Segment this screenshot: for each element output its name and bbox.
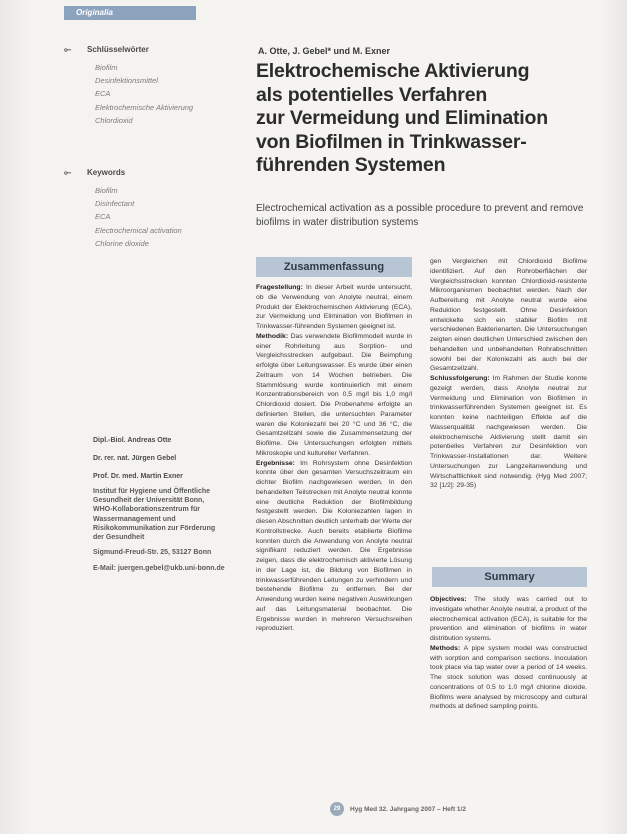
paragraph-body: Im Rahmen der Studie konnte gezeigt werden, dass Anolyte neutral zur Vermeidung und Elimination von Biofilmen in trinkwasserführenden Systemen geeignet ist. Es konnten keine nachteiligen Effekte auf die Wasserqualität nachgewiesen werden. Die elektrochemische Aktivierung stellt damit ein potentielles Verfahren zur Desinfektion von Trinkwasser-Installationen dar. Weitere Untersuchungen zur Langzeitanwendung und Wirtschaftlichkeit sind notwendig. (Hyg Med 2007; 32 [1/2]: 29-35) <box>430 375 587 490</box>
section-tag: Originalia <box>64 6 196 20</box>
arrow-icon: ⟜ <box>64 167 72 177</box>
journal-reference: Hyg Med 32. Jahrgang 2007 – Heft 1/2 <box>350 805 466 813</box>
institute-address: Institut für Hygiene und Öffentliche Gesundheit der Universität Bonn, WHO-Kollaborationszentrum für Wassermanagement und Risikokommunikation zur Förderung der Gesundheit <box>93 488 216 542</box>
keywords-block <box>64 167 224 250</box>
schluesselwoerter-heading <box>64 44 224 55</box>
keyword-item: ECA <box>95 89 111 99</box>
ergebnisse-paragraph <box>256 459 412 635</box>
summary-heading: Summary <box>432 567 587 587</box>
author-name: Prof. Dr. med. Martin Exner <box>93 473 183 480</box>
paragraph-label: Schlussfolgerung: <box>430 375 490 382</box>
title-line: Elektrochemische Aktivierung <box>256 60 530 82</box>
paragraph-body: In dieser Arbeit wurde untersucht, ob die Verwendung von Anolyte neutral, einem Produkt der Elektrochemischen Aktivierung (ECA), zur Vermeidung und Elimination von Biofilmen in Trinkwasser-führenden Systemen geeignet ist. <box>256 284 412 330</box>
page-footer <box>330 802 490 816</box>
title-line: von Biofilmen in Trinkwasser- <box>256 130 527 153</box>
fragestellung-paragraph <box>256 283 412 332</box>
paragraph-body: The study was carried out to investigate whether Anolyte neutral, a product of the electrochemical activation (ECA), is suitable for the prevention and elimination of biofilms in water distribution systems. <box>430 596 587 642</box>
methods-paragraph <box>430 644 587 712</box>
email-link[interactable]: E-Mail: juergen.gebel@ukb.uni-bonn.de <box>93 565 225 573</box>
street-address: Sigmund-Freud-Str. 25, 53127 Bonn <box>93 549 212 557</box>
page-number: 29 <box>330 802 344 816</box>
paragraph-body: Im Rohrsystem ohne Desinfektion konnte über den gesamten Versuchszeitraum ein dichter Biofilm nachgewiesen werden. In den behandelten Teilstrecken mit Anolyte neutral konnte eine deutliche Reduktion der Biofilmbildung festgestellt werden. Die Koloniezahlen lagen in diesen Abschnitten deutlich unterhalb der Werte der Kontrollstrecke. Auch bereits etablierte Biofilme konnten durch die Anwendung von Anolyte neutral signifikant reduziert werden. Die Ergebnisse zeigen, dass die elektrochemisch aktivierte Lösung in der Lage ist, die Bildung von Biofilmen in trinkwasserführenden Leitungen zu verhindern und bestehende Biofilme zu entfernen. Bei der Anwendung wurden keine negativen Auswirkungen auf das Leitungsmaterial beobachtet. Die Ergebnisse wurden in mehreren Versuchsreihen reproduziert. <box>256 459 412 633</box>
title-line: führenden Systemen <box>256 154 446 176</box>
paragraph-label: Ergebnisse: <box>256 459 295 467</box>
article-title <box>256 60 586 178</box>
keyword-item: Chlorine dioxide <box>95 238 149 248</box>
zusammenfassung-heading: Zusammenfassung <box>256 257 412 277</box>
paragraph-body: Das verwendete Biofilmmodell wurde in einer Rohrleitung aus Sorption- und Vergleichsstrecken aufgebaut. Die Beimpfung erfolgte über Leitungswasser. Es wurde über einen Zeitraum von 14 Wochen betrieben. Die Stammlösung wurde kontinuierlich mit einem Konzentrationsbereich von 0,5 mg/l bis 1,0 mg/l Chlordioxid dosiert. Die Probenahme erfolgte an definierten Stellen, die untersuchten Parameter waren die Koloniezahl bei 20 °C und 36 °C, die Gesamtzellzahl sowie die Zusammensetzung der Biofilme. Die Untersuchungen erfolgten mittels Mikroskopie und kultureller Verfahren. <box>256 332 412 457</box>
schluesselwoerter-list <box>95 61 224 127</box>
author-name: Dr. rer. nat. Jürgen Gebel <box>93 455 177 462</box>
keyword-item: Electrochemical activation <box>95 225 182 235</box>
paragraph-label: Methods: <box>430 644 461 652</box>
author-info <box>93 435 223 574</box>
keyword-item: Disinfectant <box>95 199 135 209</box>
zusammenfassung-text <box>256 283 412 803</box>
summary-text <box>430 595 587 800</box>
objectives-paragraph <box>430 595 587 644</box>
title-line: zur Vermeidung und Elimination <box>256 107 548 129</box>
continued-paragraph: gen Vergleichen mit Chlordioxid Biofilme identifiziert. Auf den Rohroberflächen der Vergleichsstrecken konnten Chlordioxid-resistente Mikroorganismen beobachtet werden. Nach der Aufbereitung mit Anolyte neutral wurde eine Reduktion festgestellt. Ohne Desinfektion entwickelte sich ein stabiler Biofilm mit verschiedenen Bakterienarten. Die Untersuchungen zeigten einen deutlichen Unterschied zwischen den behandelten und unbehandelten Rohrabschnitten sowohl bei der Koloniezahl als auch bei der Gesamtzellzahl. <box>430 258 587 373</box>
keyword-item: Chlordioxid <box>95 115 133 125</box>
keyword-item: Biofilm <box>95 63 118 72</box>
keywords-label: Keywords <box>87 168 126 177</box>
paragraph-label: Fragestellung: <box>256 284 303 291</box>
arrow-icon: ⟜ <box>64 44 72 54</box>
keyword-item: Desinfektionsmittel <box>95 76 158 86</box>
keyword-item: ECA <box>95 212 111 222</box>
schluesselwoerter-label: Schlüsselwörter <box>87 45 149 54</box>
paragraph-label: Methodik: <box>256 332 289 340</box>
keyword-item: Elektrochemische Aktivierung <box>95 102 194 112</box>
keyword-item: Biofilm <box>95 186 118 195</box>
schlussfolgerung-paragraph <box>430 374 587 491</box>
schluesselwoerter-block <box>64 44 224 127</box>
keywords-list <box>95 184 224 250</box>
title-line: als potentielles Verfahren <box>256 83 488 106</box>
keywords-heading <box>64 167 224 178</box>
right-column-text <box>430 257 587 557</box>
author-name: Dipl.-Biol. Andreas Otte <box>93 437 172 444</box>
english-title: Electrochemical activation as a possible procedure to prevent and remove biofilms in water distribution systems <box>256 203 584 228</box>
paragraph-label: Objectives: <box>430 596 467 603</box>
paragraph-body: A pipe system model was constructed with sorption and comparison sections. Inoculation took place via tap water over a period of 14 weeks. The stock solution was dosed continuously at concentrations of 0.5 to 1.0 mg/l chlorine dioxide. Biofilms were analysed by microscopy and cultural methods at defined sampling points. <box>430 644 587 711</box>
methodik-paragraph <box>256 332 412 459</box>
byline: A. Otte, J. Gebel* und M. Exner <box>258 46 391 56</box>
